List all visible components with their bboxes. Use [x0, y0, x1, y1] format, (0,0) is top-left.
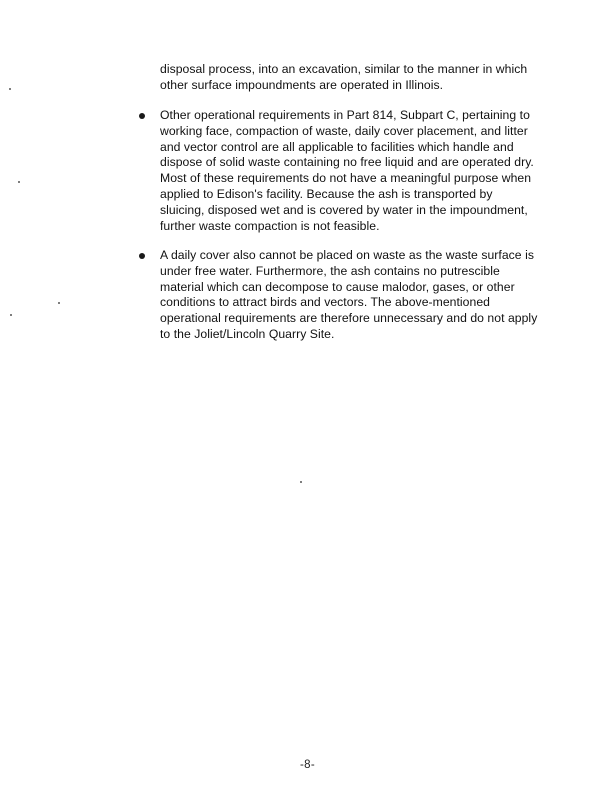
paragraph-line: A daily cover also cannot be placed on waste as the waste surface is: [160, 248, 534, 262]
paragraph-line: material which can decompose to cause malodor, gases, or other: [160, 279, 515, 294]
bullet-paragraph-daily-cover: [160, 248, 580, 343]
paragraph-line: sluicing, disposed wet and is covered by water in the impoundment,: [160, 202, 528, 217]
paragraph-line: further waste compaction is not feasible.: [160, 218, 380, 233]
scan-speck: [18, 181, 20, 183]
paragraph-line: Most of these requirements do not have a meaningful purpose when: [160, 171, 532, 186]
scan-speck: [300, 481, 302, 483]
paragraph-line: under free water. Furthermore, the ash contains no putrescible: [160, 263, 500, 278]
page-number: -8-: [300, 759, 315, 771]
continuation-paragraph: [160, 62, 580, 94]
paragraph-line: conditions to attract birds and vectors. The above-mentioned: [160, 295, 490, 310]
scan-speck: [9, 88, 11, 90]
bullet-icon: [139, 253, 145, 259]
paragraph-line: other surface impoundments are operated in Illinois.: [160, 77, 444, 92]
paragraph-line: disposal process, into an excavation, similar to the manner in which: [160, 62, 528, 76]
paragraph-line: working face, compaction of waste, daily cover placement, and litter: [160, 123, 528, 138]
scan-speck: [58, 302, 60, 304]
bullet-icon: [139, 113, 145, 119]
scan-speck: [10, 314, 12, 316]
paragraph-line: operational requirements are therefore unnecessary and do not apply: [160, 311, 538, 326]
paragraph-line: Other operational requirements in Part 814, Subpart C, pertaining to: [160, 108, 530, 122]
paragraph-line: to the Joliet/Lincoln Quarry Site.: [160, 326, 335, 341]
paragraph-line: dispose of solid waste containing no free liquid and are operated dry.: [160, 155, 534, 170]
bullet-paragraph-operational-requirements: [160, 108, 580, 234]
paragraph-line: applied to Edison's facility. Because the ash is transported by: [160, 186, 493, 201]
paragraph-line: and vector control are all applicable to facilities which handle and: [160, 139, 514, 154]
